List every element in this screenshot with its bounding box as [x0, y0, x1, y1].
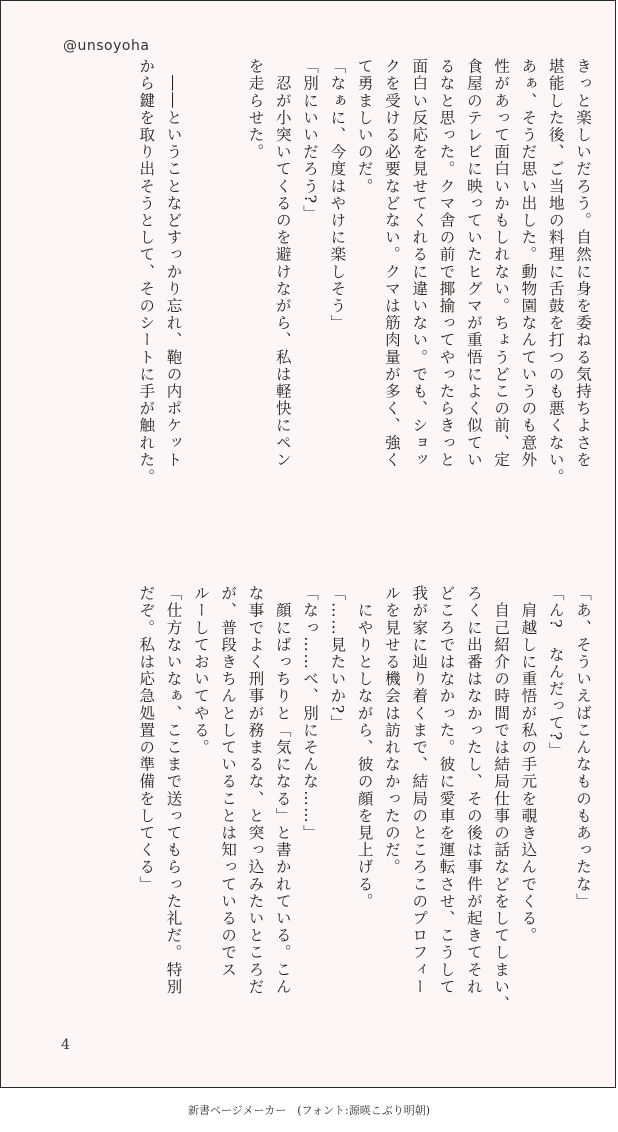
text-line: 性があって面白いかもしれない。ちょうどこの前、定	[492, 58, 511, 469]
upper-text-block	[56, 58, 596, 528]
text-line: な事でよく刑事が務まるな、と突っ込みたいところだ	[246, 585, 265, 996]
text-line: て勇ましいのだ。	[355, 58, 374, 195]
text-line: 食屋のテレビに映っていたヒグマが重悟によく似てい	[464, 58, 483, 469]
footer-credit: 新書ページメーカー (フォント:源暎こぶり明朝)	[188, 1104, 430, 1117]
text-line: 顔にばっちりと「気になる」と書かれている。こん	[273, 585, 292, 996]
text-line: ルを見せる機会は訪れなかったのだ。	[382, 585, 401, 876]
text-line: 「別にいいだろう?」	[301, 58, 320, 222]
text-line: 「なぁに、今度はやけに楽しそう」	[328, 58, 347, 332]
text-line: ルーしておいてやる。	[191, 585, 210, 756]
text-line: が、普段きちんとしていることは知っているのでス	[219, 585, 238, 979]
text-line: ――ということなどすっかり忘れ、鞄の内ポケット	[164, 58, 183, 469]
page-number: 4	[61, 1037, 70, 1053]
text-line: きっと楽しいだろう。自然に身を委ねる気持ちよさを	[574, 58, 592, 469]
lower-text-block	[56, 585, 596, 1013]
text-line: を走らせた。	[246, 58, 265, 161]
text-line: から鍵を取り出そうとして、そのシートに手が触れた。	[137, 58, 156, 486]
text-line: あぁ、そうだ思い出した。動物園なんていうのも意外	[519, 58, 538, 469]
text-line: 「ん? なんだって?」	[546, 585, 565, 759]
text-line: 面白い反応を見せてくれるに違いない。でも、ショッ	[410, 58, 429, 469]
text-line: クを受ける必要などない。クマは筋肉量が多く、強く	[382, 58, 401, 469]
text-line: 堪能した後、ご当地の料理に舌鼓を打つのも悪くない。	[546, 58, 565, 486]
text-line: どころではなかった。彼に愛車を運転させ、こうして	[437, 585, 456, 996]
blank-line	[187, 58, 214, 528]
text-line: ろくに出番はなかったし、その後は事件が起きてそれ	[464, 585, 483, 996]
blank-line	[214, 58, 241, 528]
text-line: るなと思った。クマ舎の前で揶揄ってやったらきっと	[437, 58, 456, 469]
text-line: 肩越しに重悟が私の手元を覗き込んでくる。	[519, 585, 538, 945]
text-line: 我が家に辿り着くまで、結局のところこのプロフィー	[410, 585, 429, 996]
text-line: 「あ、そういえばこんなものもあったな」	[574, 585, 592, 910]
text-line: 「仕方ないなぁ、ここまで送ってもらった礼だ。特別	[164, 585, 183, 996]
text-line: 「なっ……べ、別にそんな……」	[301, 585, 320, 842]
text-line: にやりとしながら、彼の顔を見上げる。	[355, 585, 374, 910]
text-line: 「……見たいか?」	[328, 585, 347, 732]
text-line: 自己紹介の時間では結局仕事の話などをしてしまい、	[492, 585, 511, 1013]
author-handle: @unsoyoha	[63, 38, 150, 54]
text-line: 忍が小突いてくるのを避けながら、私は軽快にペン	[273, 58, 292, 469]
text-line: だぞ。私は応急処置の準備をしてくる」	[137, 585, 156, 893]
